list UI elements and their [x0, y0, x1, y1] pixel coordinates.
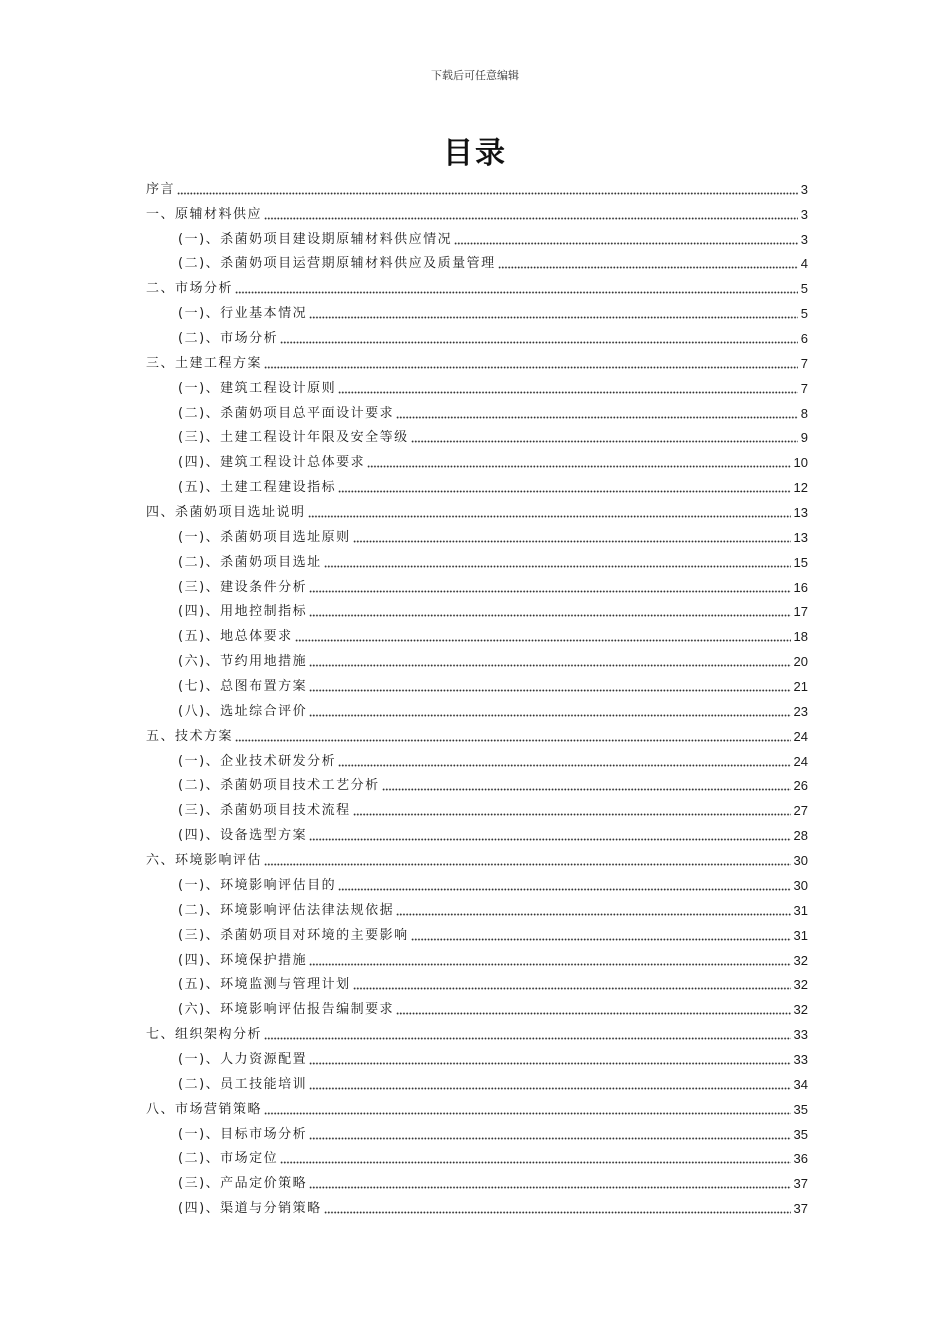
toc-entry-label: (一)、杀菌奶项目选址原则 — [178, 529, 351, 545]
toc-entry-page: 32 — [793, 977, 808, 993]
dot-leader — [308, 515, 791, 518]
dot-leader — [309, 838, 790, 841]
toc-entry-label: (八)、选址综合评价 — [178, 703, 308, 719]
toc-entry[interactable] — [146, 224, 808, 249]
dot-leader — [309, 689, 790, 692]
toc-entry-page: 13 — [793, 505, 808, 521]
toc-entry[interactable] — [146, 671, 808, 696]
dot-leader — [309, 614, 790, 617]
toc-entry-page: 21 — [793, 679, 808, 695]
toc-entry-label: (三)、土建工程设计年限及安全等级 — [178, 430, 409, 446]
toc-entry-label: (二)、杀菌奶项目运营期原辅材料供应及质量管理 — [178, 256, 496, 272]
toc-entry-page: 35 — [793, 1126, 808, 1142]
toc-entry[interactable] — [146, 721, 808, 746]
toc-entry[interactable] — [146, 646, 808, 671]
toc-entry[interactable] — [146, 497, 808, 522]
toc-entry-label: (四)、环境保护措施 — [178, 952, 308, 968]
dot-leader — [280, 1161, 790, 1164]
dot-leader — [280, 341, 798, 344]
toc-entry-label: (四)、设备选型方案 — [178, 828, 308, 844]
toc-entry-page: 34 — [793, 1076, 808, 1092]
dot-leader — [382, 788, 791, 791]
toc-entry-label: (二)、杀菌奶项目总平面设计要求 — [178, 405, 395, 421]
toc-entry-label: (二)、市场分析 — [178, 331, 279, 347]
toc-entry-label: (四)、建筑工程设计总体要求 — [178, 455, 366, 471]
toc-entry-page: 5 — [800, 306, 808, 322]
toc-entry[interactable] — [146, 174, 808, 199]
toc-entry[interactable] — [146, 1193, 808, 1218]
toc-entry[interactable] — [146, 696, 808, 721]
toc-entry-page: 36 — [793, 1151, 808, 1167]
toc-entry[interactable] — [146, 870, 808, 895]
toc-entry[interactable] — [146, 597, 808, 622]
dot-leader — [264, 1112, 791, 1115]
toc-entry-label: (一)、环境影响评估目的 — [178, 877, 337, 893]
toc-entry-page: 31 — [793, 927, 808, 943]
toc-entry-page: 7 — [800, 355, 808, 371]
toc-entry[interactable] — [146, 249, 808, 274]
dot-leader — [324, 1211, 791, 1214]
dot-leader — [309, 590, 790, 593]
dot-leader — [338, 391, 798, 394]
toc-entry[interactable] — [146, 945, 808, 970]
dot-leader — [338, 764, 790, 767]
toc-entry-label: 三、土建工程方案 — [146, 355, 263, 371]
dot-leader — [367, 465, 790, 468]
toc-entry-label: (一)、建筑工程设计原则 — [178, 380, 337, 396]
toc-entry[interactable] — [146, 771, 808, 796]
toc-entry-page: 6 — [800, 331, 808, 347]
toc-entry-page: 13 — [793, 529, 808, 545]
dot-leader — [338, 888, 790, 891]
toc-entry-page: 26 — [793, 778, 808, 794]
toc-entry[interactable] — [146, 1044, 808, 1069]
toc-entry[interactable] — [146, 398, 808, 423]
toc-entry[interactable] — [146, 1144, 808, 1169]
toc-entry[interactable] — [146, 323, 808, 348]
toc-entry[interactable] — [146, 1094, 808, 1119]
toc-entry[interactable] — [146, 820, 808, 845]
toc-entry-label: (一)、杀菌奶项目建设期原辅材料供应情况 — [178, 231, 453, 247]
toc-entry-page: 18 — [793, 629, 808, 645]
toc-entry[interactable] — [146, 920, 808, 945]
toc-entry-page: 20 — [793, 654, 808, 670]
toc-entry-page: 23 — [793, 703, 808, 719]
toc-entry-page: 10 — [793, 455, 808, 471]
toc-entry[interactable] — [146, 423, 808, 448]
dot-leader — [264, 366, 798, 369]
toc-entry-label: 六、环境影响评估 — [146, 853, 263, 869]
toc-entry-page: 3 — [800, 181, 808, 197]
toc-entry[interactable] — [146, 845, 808, 870]
toc-entry[interactable] — [146, 1168, 808, 1193]
toc-entry-label: (五)、地总体要求 — [178, 629, 293, 645]
dot-leader — [309, 664, 790, 667]
toc-entry-page: 37 — [793, 1176, 808, 1192]
dot-leader — [411, 938, 791, 941]
dot-leader — [264, 1037, 791, 1040]
toc-entry[interactable] — [146, 895, 808, 920]
dot-leader — [309, 1186, 790, 1189]
toc-entry-page: 28 — [793, 828, 808, 844]
dot-leader — [338, 490, 790, 493]
toc-entry-label: (二)、杀菌奶项目技术工艺分析 — [178, 778, 380, 794]
toc-entry-label: (一)、行业基本情况 — [178, 306, 308, 322]
dot-leader — [353, 987, 791, 990]
dot-leader — [309, 963, 790, 966]
toc-entry[interactable] — [146, 373, 808, 398]
dot-leader — [498, 266, 798, 269]
toc-entry-label: (三)、杀菌奶项目对环境的主要影响 — [178, 927, 409, 943]
dot-leader — [309, 1137, 790, 1140]
table-of-contents — [146, 174, 808, 1218]
dot-leader — [177, 192, 798, 195]
toc-entry[interactable] — [146, 522, 808, 547]
toc-entry-page: 32 — [793, 1002, 808, 1018]
toc-entry-page: 17 — [793, 604, 808, 620]
dot-leader — [309, 1062, 790, 1065]
toc-entry-page: 31 — [793, 902, 808, 918]
toc-entry[interactable] — [146, 994, 808, 1019]
toc-entry[interactable] — [146, 572, 808, 597]
toc-entry-page: 24 — [793, 728, 808, 744]
dot-leader — [411, 440, 798, 443]
toc-entry-page: 3 — [800, 231, 808, 247]
toc-entry[interactable] — [146, 447, 808, 472]
toc-entry-page: 30 — [793, 877, 808, 893]
toc-entry-label: (七)、总图布置方案 — [178, 679, 308, 695]
toc-entry-page: 4 — [800, 256, 808, 272]
toc-entry[interactable] — [146, 348, 808, 373]
dot-leader — [309, 1087, 790, 1090]
toc-entry[interactable] — [146, 1019, 808, 1044]
toc-entry-label: (一)、目标市场分析 — [178, 1126, 308, 1142]
toc-entry[interactable] — [146, 298, 808, 323]
dot-leader — [396, 416, 798, 419]
toc-entry-label: (三)、产品定价策略 — [178, 1176, 308, 1192]
toc-entry-label: (二)、市场定位 — [178, 1151, 279, 1167]
toc-entry-label: 二、市场分析 — [146, 281, 234, 297]
dot-leader — [454, 242, 798, 245]
toc-entry-label: (五)、环境监测与管理计划 — [178, 977, 351, 993]
toc-entry-page: 30 — [793, 853, 808, 869]
dot-leader — [396, 913, 790, 916]
toc-entry[interactable] — [146, 746, 808, 771]
toc-entry-page: 32 — [793, 952, 808, 968]
toc-entry-label: (二)、杀菌奶项目选址 — [178, 554, 322, 570]
toc-entry-page: 5 — [800, 281, 808, 297]
toc-entry-label: 七、组织架构分析 — [146, 1027, 263, 1043]
toc-entry[interactable] — [146, 1119, 808, 1144]
toc-entry[interactable] — [146, 970, 808, 995]
toc-entry-page: 8 — [800, 405, 808, 421]
toc-entry-label: 八、市场营销策略 — [146, 1101, 263, 1117]
toc-entry[interactable] — [146, 621, 808, 646]
toc-title: 目录 — [443, 136, 507, 171]
toc-entry[interactable] — [146, 547, 808, 572]
toc-entry-page: 12 — [793, 480, 808, 496]
dot-leader — [235, 291, 798, 294]
toc-entry[interactable] — [146, 273, 808, 298]
dot-leader — [235, 739, 791, 742]
toc-entry-label: (六)、节约用地措施 — [178, 654, 308, 670]
dot-leader — [309, 714, 790, 717]
toc-entry-label: (三)、建设条件分析 — [178, 579, 308, 595]
toc-entry-label: (一)、企业技术研发分析 — [178, 753, 337, 769]
dot-leader — [324, 565, 791, 568]
header-note: 下载后可任意编辑 — [431, 69, 519, 82]
toc-entry-label: 五、技术方案 — [146, 728, 234, 744]
dot-leader — [353, 813, 791, 816]
toc-entry-page: 7 — [800, 380, 808, 396]
toc-entry-label: (六)、环境影响评估报告编制要求 — [178, 1002, 395, 1018]
dot-leader — [264, 863, 791, 866]
toc-entry-label: (四)、渠道与分销策略 — [178, 1201, 322, 1217]
toc-entry-label: 一、原辅材料供应 — [146, 206, 263, 222]
dot-leader — [264, 217, 798, 220]
toc-entry-page: 9 — [800, 430, 808, 446]
toc-entry-label: (四)、用地控制指标 — [178, 604, 308, 620]
toc-entry[interactable] — [146, 472, 808, 497]
toc-entry-page: 24 — [793, 753, 808, 769]
toc-entry-page: 35 — [793, 1101, 808, 1117]
dot-leader — [295, 639, 791, 642]
toc-entry-label: (五)、土建工程建设指标 — [178, 480, 337, 496]
toc-entry-page: 16 — [793, 579, 808, 595]
toc-entry[interactable] — [146, 199, 808, 224]
toc-entry-label: (二)、员工技能培训 — [178, 1076, 308, 1092]
toc-entry-page: 3 — [800, 206, 808, 222]
toc-entry[interactable] — [146, 795, 808, 820]
toc-entry[interactable] — [146, 1069, 808, 1094]
dot-leader — [396, 1012, 790, 1015]
toc-entry-label: (一)、人力资源配置 — [178, 1051, 308, 1067]
toc-entry-label: (三)、杀菌奶项目技术流程 — [178, 803, 351, 819]
toc-entry-page: 15 — [793, 554, 808, 570]
dot-leader — [353, 540, 791, 543]
dot-leader — [309, 316, 798, 319]
toc-entry-page: 33 — [793, 1051, 808, 1067]
toc-entry-page: 37 — [793, 1201, 808, 1217]
toc-entry-label: 序言 — [146, 181, 176, 197]
toc-entry-label: (二)、环境影响评估法律法规依据 — [178, 902, 395, 918]
toc-entry-page: 33 — [793, 1027, 808, 1043]
toc-entry-page: 27 — [793, 803, 808, 819]
toc-entry-label: 四、杀菌奶项目选址说明 — [146, 505, 306, 521]
